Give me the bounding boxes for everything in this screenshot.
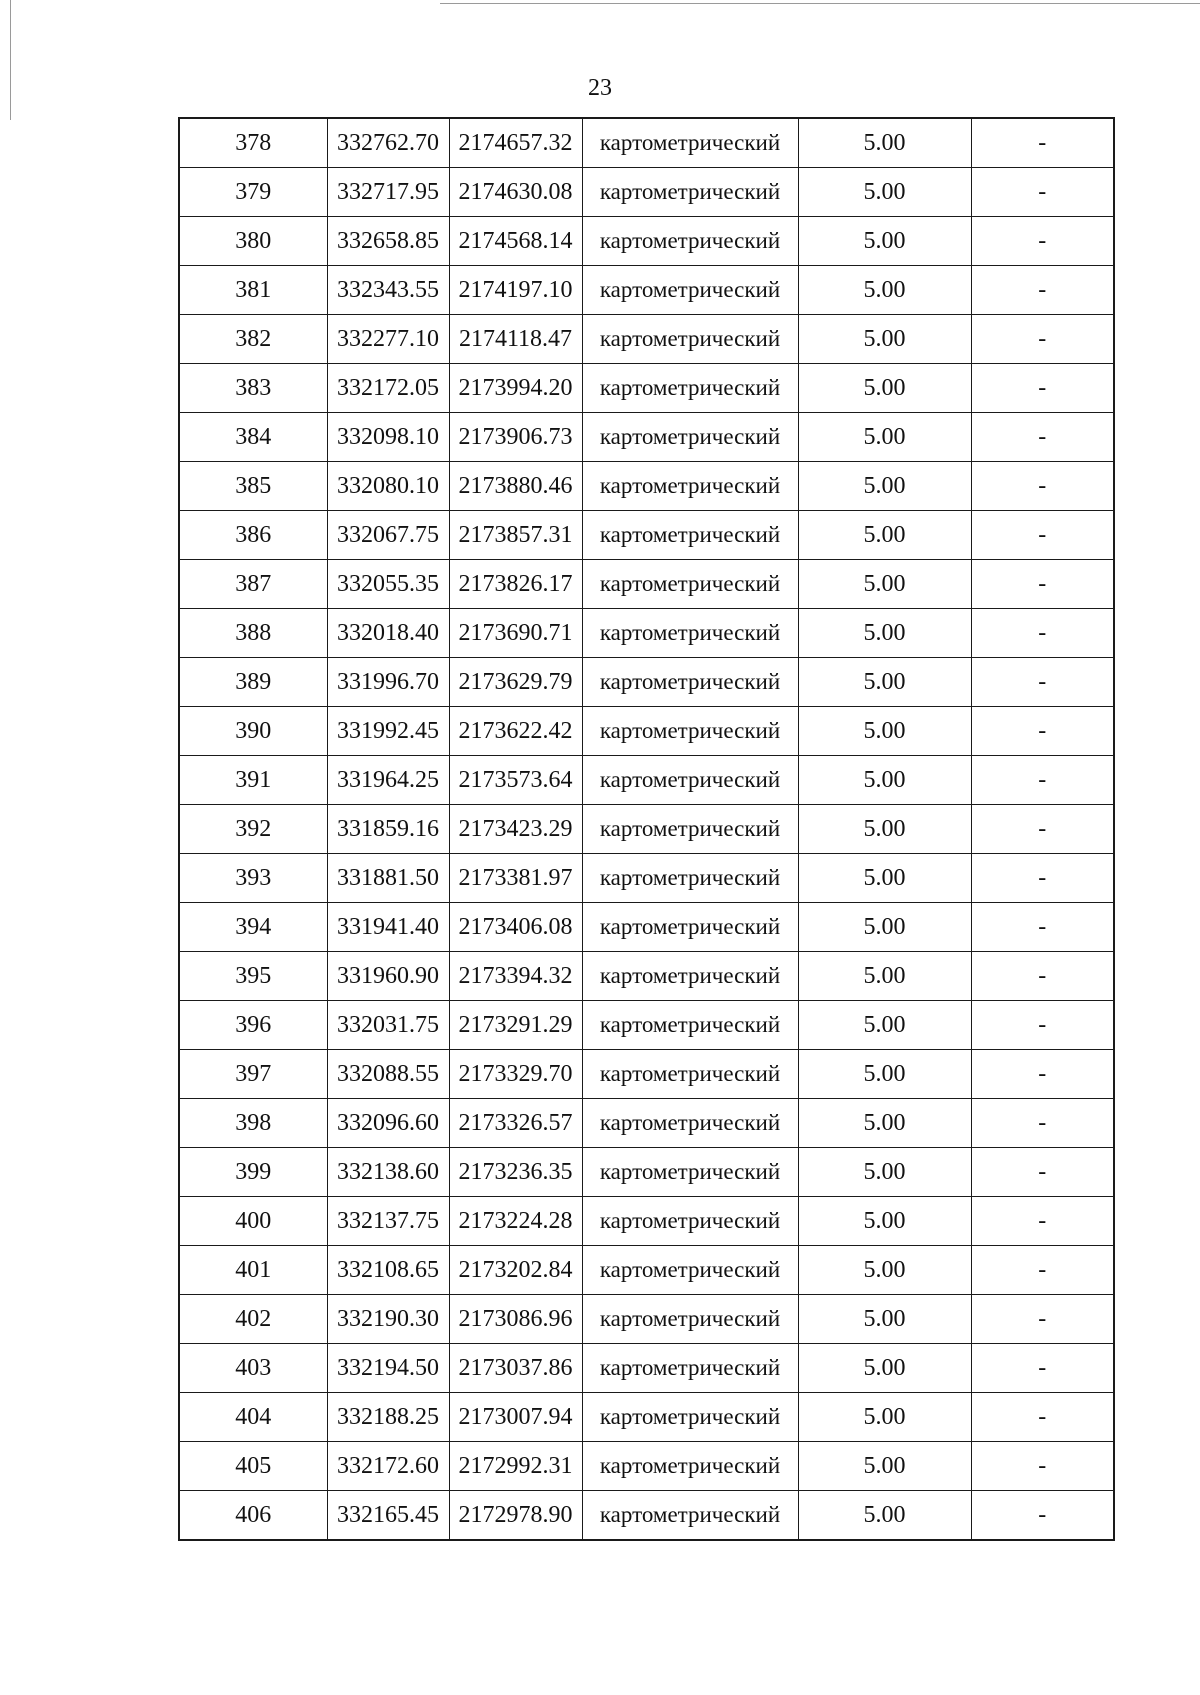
table-row bbox=[179, 1491, 1114, 1541]
method-cell: картометрический bbox=[582, 609, 798, 658]
point-number-cell: 378 bbox=[179, 118, 327, 168]
note-cell: - bbox=[971, 1344, 1114, 1393]
accuracy-cell: 5.00 bbox=[798, 1148, 971, 1197]
table-row bbox=[179, 756, 1114, 805]
note-cell: - bbox=[971, 168, 1114, 217]
point-number-cell: 390 bbox=[179, 707, 327, 756]
table-row bbox=[179, 364, 1114, 413]
y-coordinate-cell: 2173629.79 bbox=[449, 658, 582, 707]
x-coordinate-cell: 332138.60 bbox=[327, 1148, 449, 1197]
x-coordinate-cell: 332067.75 bbox=[327, 511, 449, 560]
accuracy-cell: 5.00 bbox=[798, 756, 971, 805]
x-coordinate-cell: 331992.45 bbox=[327, 707, 449, 756]
point-number-cell: 395 bbox=[179, 952, 327, 1001]
table-row bbox=[179, 315, 1114, 364]
coordinates-table bbox=[178, 117, 1115, 1541]
page-number: 23 bbox=[588, 75, 612, 101]
point-number-cell: 391 bbox=[179, 756, 327, 805]
table-row bbox=[179, 854, 1114, 903]
method-cell: картометрический bbox=[582, 805, 798, 854]
accuracy-cell: 5.00 bbox=[798, 854, 971, 903]
table-row bbox=[179, 1393, 1114, 1442]
point-number-cell: 396 bbox=[179, 1001, 327, 1050]
note-cell: - bbox=[971, 707, 1114, 756]
method-cell: картометрический bbox=[582, 1099, 798, 1148]
accuracy-cell: 5.00 bbox=[798, 364, 971, 413]
accuracy-cell: 5.00 bbox=[798, 1001, 971, 1050]
point-number-cell: 381 bbox=[179, 266, 327, 315]
point-number-cell: 405 bbox=[179, 1442, 327, 1491]
table-row bbox=[179, 1246, 1114, 1295]
method-cell: картометрический bbox=[582, 413, 798, 462]
y-coordinate-cell: 2173573.64 bbox=[449, 756, 582, 805]
table-row bbox=[179, 413, 1114, 462]
method-cell: картометрический bbox=[582, 560, 798, 609]
y-coordinate-cell: 2173037.86 bbox=[449, 1344, 582, 1393]
method-cell: картометрический bbox=[582, 854, 798, 903]
accuracy-cell: 5.00 bbox=[798, 805, 971, 854]
y-coordinate-cell: 2173880.46 bbox=[449, 462, 582, 511]
accuracy-cell: 5.00 bbox=[798, 707, 971, 756]
note-cell: - bbox=[971, 1442, 1114, 1491]
y-coordinate-cell: 2174630.08 bbox=[449, 168, 582, 217]
table-row bbox=[179, 658, 1114, 707]
y-coordinate-cell: 2173423.29 bbox=[449, 805, 582, 854]
table-row bbox=[179, 1099, 1114, 1148]
note-cell: - bbox=[971, 1001, 1114, 1050]
y-coordinate-cell: 2173857.31 bbox=[449, 511, 582, 560]
accuracy-cell: 5.00 bbox=[798, 560, 971, 609]
point-number-cell: 393 bbox=[179, 854, 327, 903]
method-cell: картометрический bbox=[582, 658, 798, 707]
table-row bbox=[179, 903, 1114, 952]
y-coordinate-cell: 2174568.14 bbox=[449, 217, 582, 266]
x-coordinate-cell: 332172.60 bbox=[327, 1442, 449, 1491]
table-row bbox=[179, 511, 1114, 560]
method-cell: картометрический bbox=[582, 1001, 798, 1050]
table-row bbox=[179, 707, 1114, 756]
y-coordinate-cell: 2173994.20 bbox=[449, 364, 582, 413]
y-coordinate-cell: 2173236.35 bbox=[449, 1148, 582, 1197]
point-number-cell: 398 bbox=[179, 1099, 327, 1148]
x-coordinate-cell: 332165.45 bbox=[327, 1491, 449, 1541]
x-coordinate-cell: 332018.40 bbox=[327, 609, 449, 658]
table-row bbox=[179, 805, 1114, 854]
scan-top-rule bbox=[440, 3, 1200, 4]
table-row bbox=[179, 1344, 1114, 1393]
table-row bbox=[179, 609, 1114, 658]
table-row bbox=[179, 1442, 1114, 1491]
method-cell: картометрический bbox=[582, 1050, 798, 1099]
method-cell: картометрический bbox=[582, 118, 798, 168]
x-coordinate-cell: 332277.10 bbox=[327, 315, 449, 364]
x-coordinate-cell: 332096.60 bbox=[327, 1099, 449, 1148]
accuracy-cell: 5.00 bbox=[798, 462, 971, 511]
point-number-cell: 383 bbox=[179, 364, 327, 413]
y-coordinate-cell: 2173224.28 bbox=[449, 1197, 582, 1246]
note-cell: - bbox=[971, 118, 1114, 168]
x-coordinate-cell: 332190.30 bbox=[327, 1295, 449, 1344]
note-cell: - bbox=[971, 1295, 1114, 1344]
note-cell: - bbox=[971, 462, 1114, 511]
method-cell: картометрический bbox=[582, 462, 798, 511]
note-cell: - bbox=[971, 266, 1114, 315]
x-coordinate-cell: 332172.05 bbox=[327, 364, 449, 413]
accuracy-cell: 5.00 bbox=[798, 118, 971, 168]
note-cell: - bbox=[971, 364, 1114, 413]
y-coordinate-cell: 2174197.10 bbox=[449, 266, 582, 315]
y-coordinate-cell: 2173394.32 bbox=[449, 952, 582, 1001]
x-coordinate-cell: 332055.35 bbox=[327, 560, 449, 609]
note-cell: - bbox=[971, 756, 1114, 805]
point-number-cell: 389 bbox=[179, 658, 327, 707]
x-coordinate-cell: 332108.65 bbox=[327, 1246, 449, 1295]
accuracy-cell: 5.00 bbox=[798, 511, 971, 560]
note-cell: - bbox=[971, 560, 1114, 609]
note-cell: - bbox=[971, 1050, 1114, 1099]
method-cell: картометрический bbox=[582, 315, 798, 364]
x-coordinate-cell: 331881.50 bbox=[327, 854, 449, 903]
x-coordinate-cell: 332088.55 bbox=[327, 1050, 449, 1099]
y-coordinate-cell: 2172992.31 bbox=[449, 1442, 582, 1491]
note-cell: - bbox=[971, 952, 1114, 1001]
x-coordinate-cell: 332080.10 bbox=[327, 462, 449, 511]
note-cell: - bbox=[971, 609, 1114, 658]
method-cell: картометрический bbox=[582, 1491, 798, 1541]
y-coordinate-cell: 2173622.42 bbox=[449, 707, 582, 756]
method-cell: картометрический bbox=[582, 1197, 798, 1246]
point-number-cell: 388 bbox=[179, 609, 327, 658]
point-number-cell: 380 bbox=[179, 217, 327, 266]
point-number-cell: 394 bbox=[179, 903, 327, 952]
accuracy-cell: 5.00 bbox=[798, 266, 971, 315]
x-coordinate-cell: 332658.85 bbox=[327, 217, 449, 266]
y-coordinate-cell: 2173086.96 bbox=[449, 1295, 582, 1344]
note-cell: - bbox=[971, 413, 1114, 462]
accuracy-cell: 5.00 bbox=[798, 1442, 971, 1491]
y-coordinate-cell: 2173326.57 bbox=[449, 1099, 582, 1148]
point-number-cell: 403 bbox=[179, 1344, 327, 1393]
method-cell: картометрический bbox=[582, 952, 798, 1001]
x-coordinate-cell: 332188.25 bbox=[327, 1393, 449, 1442]
table-row bbox=[179, 560, 1114, 609]
table-row bbox=[179, 952, 1114, 1001]
accuracy-cell: 5.00 bbox=[798, 1197, 971, 1246]
table-row bbox=[179, 1295, 1114, 1344]
table-row bbox=[179, 266, 1114, 315]
method-cell: картометрический bbox=[582, 1148, 798, 1197]
coordinates-table-body bbox=[179, 118, 1114, 1540]
method-cell: картометрический bbox=[582, 1295, 798, 1344]
table-row bbox=[179, 1197, 1114, 1246]
accuracy-cell: 5.00 bbox=[798, 609, 971, 658]
y-coordinate-cell: 2173202.84 bbox=[449, 1246, 582, 1295]
table-row bbox=[179, 1001, 1114, 1050]
method-cell: картометрический bbox=[582, 1246, 798, 1295]
x-coordinate-cell: 331941.40 bbox=[327, 903, 449, 952]
table-row bbox=[179, 168, 1114, 217]
point-number-cell: 385 bbox=[179, 462, 327, 511]
table-row bbox=[179, 1050, 1114, 1099]
method-cell: картометрический bbox=[582, 266, 798, 315]
point-number-cell: 387 bbox=[179, 560, 327, 609]
point-number-cell: 406 bbox=[179, 1491, 327, 1541]
method-cell: картометрический bbox=[582, 364, 798, 413]
table-row bbox=[179, 462, 1114, 511]
method-cell: картометрический bbox=[582, 1393, 798, 1442]
accuracy-cell: 5.00 bbox=[798, 168, 971, 217]
accuracy-cell: 5.00 bbox=[798, 413, 971, 462]
accuracy-cell: 5.00 bbox=[798, 658, 971, 707]
accuracy-cell: 5.00 bbox=[798, 1491, 971, 1541]
note-cell: - bbox=[971, 903, 1114, 952]
x-coordinate-cell: 331859.16 bbox=[327, 805, 449, 854]
method-cell: картометрический bbox=[582, 511, 798, 560]
note-cell: - bbox=[971, 1197, 1114, 1246]
point-number-cell: 401 bbox=[179, 1246, 327, 1295]
table-row bbox=[179, 217, 1114, 266]
note-cell: - bbox=[971, 854, 1114, 903]
accuracy-cell: 5.00 bbox=[798, 217, 971, 266]
y-coordinate-cell: 2173906.73 bbox=[449, 413, 582, 462]
y-coordinate-cell: 2173406.08 bbox=[449, 903, 582, 952]
accuracy-cell: 5.00 bbox=[798, 1050, 971, 1099]
method-cell: картометрический bbox=[582, 756, 798, 805]
point-number-cell: 404 bbox=[179, 1393, 327, 1442]
point-number-cell: 397 bbox=[179, 1050, 327, 1099]
note-cell: - bbox=[971, 1393, 1114, 1442]
note-cell: - bbox=[971, 658, 1114, 707]
x-coordinate-cell: 332137.75 bbox=[327, 1197, 449, 1246]
accuracy-cell: 5.00 bbox=[798, 1099, 971, 1148]
x-coordinate-cell: 332194.50 bbox=[327, 1344, 449, 1393]
x-coordinate-cell: 332031.75 bbox=[327, 1001, 449, 1050]
table-row bbox=[179, 118, 1114, 168]
method-cell: картометрический bbox=[582, 1344, 798, 1393]
note-cell: - bbox=[971, 1491, 1114, 1541]
y-coordinate-cell: 2173291.29 bbox=[449, 1001, 582, 1050]
point-number-cell: 379 bbox=[179, 168, 327, 217]
x-coordinate-cell: 332717.95 bbox=[327, 168, 449, 217]
y-coordinate-cell: 2174657.32 bbox=[449, 118, 582, 168]
y-coordinate-cell: 2174118.47 bbox=[449, 315, 582, 364]
scan-left-rule bbox=[10, 0, 11, 120]
table-row bbox=[179, 1148, 1114, 1197]
accuracy-cell: 5.00 bbox=[798, 315, 971, 364]
note-cell: - bbox=[971, 511, 1114, 560]
y-coordinate-cell: 2173007.94 bbox=[449, 1393, 582, 1442]
accuracy-cell: 5.00 bbox=[798, 952, 971, 1001]
point-number-cell: 382 bbox=[179, 315, 327, 364]
accuracy-cell: 5.00 bbox=[798, 1344, 971, 1393]
y-coordinate-cell: 2173826.17 bbox=[449, 560, 582, 609]
note-cell: - bbox=[971, 1099, 1114, 1148]
point-number-cell: 402 bbox=[179, 1295, 327, 1344]
method-cell: картометрический bbox=[582, 217, 798, 266]
x-coordinate-cell: 332762.70 bbox=[327, 118, 449, 168]
note-cell: - bbox=[971, 315, 1114, 364]
x-coordinate-cell: 332098.10 bbox=[327, 413, 449, 462]
point-number-cell: 392 bbox=[179, 805, 327, 854]
note-cell: - bbox=[971, 217, 1114, 266]
x-coordinate-cell: 331964.25 bbox=[327, 756, 449, 805]
method-cell: картометрический bbox=[582, 707, 798, 756]
point-number-cell: 399 bbox=[179, 1148, 327, 1197]
y-coordinate-cell: 2173690.71 bbox=[449, 609, 582, 658]
method-cell: картометрический bbox=[582, 168, 798, 217]
y-coordinate-cell: 2173381.97 bbox=[449, 854, 582, 903]
note-cell: - bbox=[971, 1246, 1114, 1295]
y-coordinate-cell: 2173329.70 bbox=[449, 1050, 582, 1099]
method-cell: картометрический bbox=[582, 903, 798, 952]
accuracy-cell: 5.00 bbox=[798, 1246, 971, 1295]
point-number-cell: 386 bbox=[179, 511, 327, 560]
note-cell: - bbox=[971, 805, 1114, 854]
x-coordinate-cell: 332343.55 bbox=[327, 266, 449, 315]
y-coordinate-cell: 2172978.90 bbox=[449, 1491, 582, 1541]
note-cell: - bbox=[971, 1148, 1114, 1197]
accuracy-cell: 5.00 bbox=[798, 903, 971, 952]
accuracy-cell: 5.00 bbox=[798, 1393, 971, 1442]
method-cell: картометрический bbox=[582, 1442, 798, 1491]
accuracy-cell: 5.00 bbox=[798, 1295, 971, 1344]
point-number-cell: 400 bbox=[179, 1197, 327, 1246]
point-number-cell: 384 bbox=[179, 413, 327, 462]
x-coordinate-cell: 331960.90 bbox=[327, 952, 449, 1001]
x-coordinate-cell: 331996.70 bbox=[327, 658, 449, 707]
